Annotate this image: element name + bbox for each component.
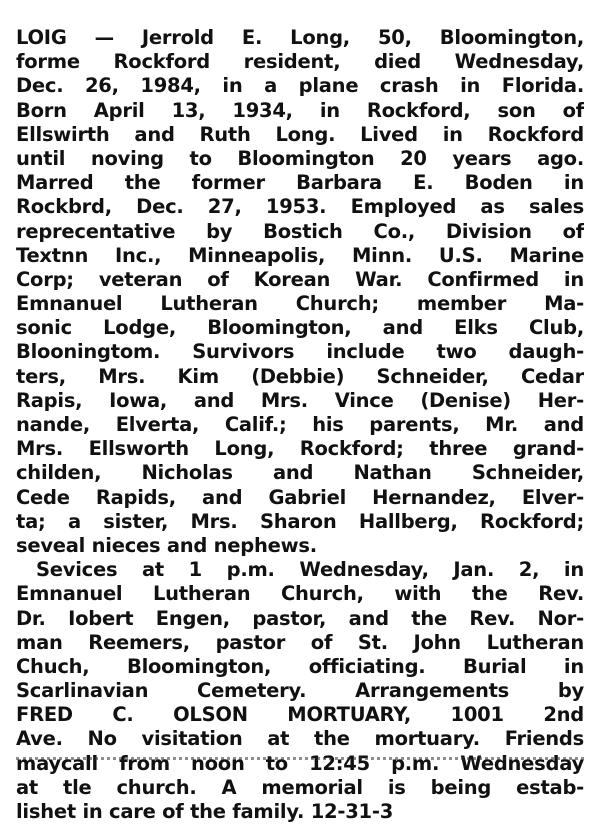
text-line: sonic Lodge, Bloomington, and Elks Club,: [16, 316, 584, 340]
text-line: FRED C. OLSON MORTUARY, 1001 2nd: [16, 703, 584, 727]
text-line: at tle church. A memorial is being estab-: [16, 775, 584, 799]
clipping-bottom-edge: [16, 757, 584, 760]
text-line: seveal nieces and nephews.: [16, 533, 317, 557]
text-line: Rockbrd, Dec. 27, 1953. Employed as sales: [16, 195, 584, 219]
text-line: maycall from noon to 12:45 p.m. Wednesday: [16, 751, 584, 775]
text-line: reprecentative by Bostich Co., Division of: [16, 219, 584, 243]
text-line: ta; a sister, Mrs. Sharon Hallberg, Rockford;: [16, 509, 584, 533]
text-line: nande, Elverta, Calif.; his parents, Mr. and: [16, 413, 584, 436]
text-line: forme Rockford resident, died Wednesday,: [16, 50, 584, 74]
text-line: Born April 13, 1934, in Rockford, son of: [16, 98, 584, 122]
text-line: Mrs. Ellsworth Long, Rockford; three grand-: [16, 437, 584, 461]
text-line: Rapis, Iowa, and Mrs. Vince (Denise) Her-: [16, 388, 584, 412]
text-line: Corp; veteran of Korean War. Confirmed in: [16, 267, 584, 291]
text-line: lishet in care of the family. 12-31-3: [16, 800, 394, 823]
text-line: Cede Rapids, and Gabriel Hernandez, Elver-: [16, 485, 584, 509]
text-line: Ellswirth and Ruth Long. Lived in Rockford: [16, 122, 584, 146]
text-line: Marred the former Barbara E. Boden in: [16, 171, 584, 195]
text-line: ters, Mrs. Kim (Debbie) Schneider, Cedar: [16, 364, 584, 388]
text-line: LOIG — Jerrold E. Long, 50, Bloomington,: [16, 26, 584, 49]
text-line: Sevices at 1 p.m. Wednesday, Jan. 2, in: [36, 558, 584, 582]
text-line: Dr. Iobert Engen, pastor, and the Rev. Nor-: [16, 606, 584, 630]
text-line: man Reemers, pastor of St. John Lutheran: [16, 630, 584, 654]
text-line: Ave. No visitation at the mortuary. Friends: [16, 727, 584, 751]
text-line: until noving to Bloomington 20 years ago.: [16, 146, 584, 170]
text-line: Blooningtom. Survivors include two daugh-: [16, 340, 584, 364]
obituary-paragraph-2: [16, 558, 584, 824]
obituary-paragraph-1: [16, 26, 584, 558]
text-line: Chuch, Bloomington, officiating. Burial in: [16, 654, 584, 678]
text-line: Scarlinavian Cemetery. Arrangements by: [16, 679, 584, 703]
text-line: Textnn Inc., Minneapolis, Minn. U.S. Marine: [16, 243, 584, 267]
text-line: Emnanuel Lutheran Church, with the Rev.: [16, 582, 584, 606]
text-line: childen, Nicholas and Nathan Schneider,: [16, 461, 584, 485]
text-line: Dec. 26, 1984, in a plane crash in Florida.: [16, 74, 584, 98]
text-line: Emnanuel Lutheran Church; member Ma-: [16, 292, 584, 316]
